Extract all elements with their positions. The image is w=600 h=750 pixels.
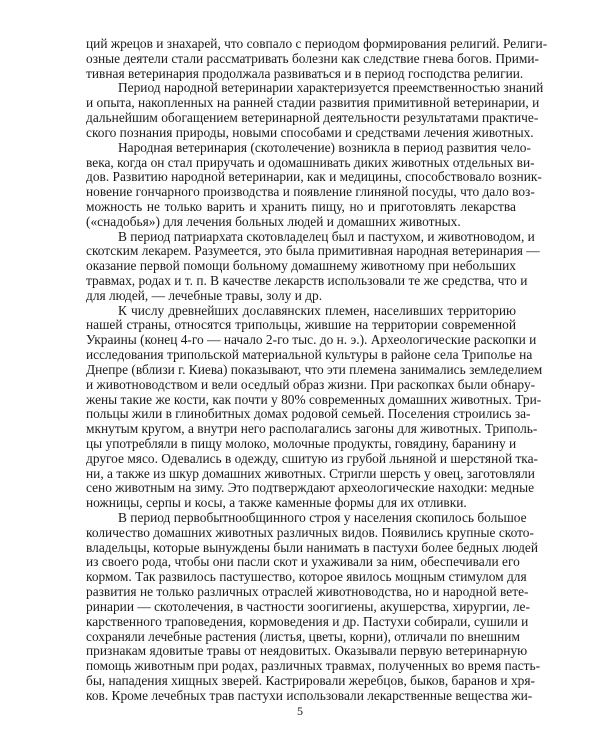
text-line: другое мясо. Одевались в одежду, сшитую из грубой льняной и шерстяной тка-: [86, 450, 539, 466]
paragraph: [86, 139, 542, 230]
text-line: («снадобья») для лечения больных людей и домашних животных.: [86, 213, 461, 229]
text-line: жены такие же кости, как почти у 80% современных домашних животных. Три-: [86, 391, 542, 407]
text-line: века, когда он стал приручать и одомашнивать диких животных отдельных ви-: [86, 154, 535, 170]
text-line: для людей, — лечебные травы, золу и др.: [86, 287, 323, 303]
paragraph: [86, 302, 543, 511]
text-line: владельцы, которые вынуждены были нанимать в пастухи более бедных людей: [86, 539, 539, 555]
text-line: помощь животным при родах, различных травмах, полученных во время пасть-: [86, 658, 541, 674]
text-line: можность не только варить и хранить пищу, но и приготовлять лекарства: [86, 198, 516, 214]
text-line: Период народной ветеринарии характеризуется преемственностью знаний: [118, 80, 544, 96]
text-line: из своего рода, чтобы они пасли скот и ухаживали за ним, обеспечивали его: [86, 554, 520, 570]
document-body: [86, 36, 548, 704]
text-line: Украины (конец 4-го — начало 2-го тыс. до н. э.). Археологические раскопки и: [86, 332, 537, 348]
text-line: ского познания природы, новыми способами и средствами лечения животных.: [86, 124, 534, 140]
text-line: дов. Развитию народной ветеринарии, как и медицины, способствовало возник-: [86, 169, 542, 185]
text-line: развития не только различных отраслей животноводства, но и народной вете-: [86, 584, 529, 600]
text-line: Днепре (вблизи г. Киева) показывают, что эти племена занимались земледелием: [86, 361, 543, 377]
text-line: новение гончарного производства и появление глиняной посуды, что дало воз-: [86, 184, 535, 200]
text-line: дальнейшим обогащением ветеринарной деятельности результатами практиче-: [86, 110, 539, 126]
text-line: В период патриархата скотовладелец был и пастухом, и животноводом, и: [118, 228, 535, 244]
text-line: ций жрецов и знахарей, что совпало с периодом формирования религий. Религи-: [86, 36, 548, 51]
text-line: количество домашних животных различных видов. Появились крупные ското-: [86, 524, 534, 540]
text-line: цы употребляли в пищу молоко, молочные продукты, говядину, баранину и: [86, 435, 517, 451]
paragraph: [86, 80, 544, 140]
text-line: скотским лекарем. Разумеется, это была примитивная народная ветеринария —: [86, 243, 540, 259]
text-line: бы, нападения хищных зверей. Кастрировали жеребцов, быков, баранов и хря-: [86, 672, 535, 688]
text-line: и животноводством и вели оседлый образ жизни. При раскопках были обнару-: [86, 376, 536, 392]
text-line: В период первобытнообщинного строя у населения скопилось большое: [118, 510, 527, 525]
text-line: К числу древнейших дославянских племен, населивших территорию: [118, 302, 516, 318]
text-line: озные деятели стали рассматривать болезни как следствие гнева богов. Прими-: [86, 50, 540, 66]
text-line: кормом. Так развилось пастушество, которое явилось мощным стимулом для: [86, 569, 527, 585]
text-line: карственного траповедения, кормоведения и др. Пастухи собирали, сушили и: [86, 613, 529, 629]
text-line: сохраняли лечебные растения (листья, цветы, корни), отличали по внешним: [86, 628, 520, 644]
text-line: ножницы, серпы и косы, а также каменные формы для их отливки.: [86, 495, 467, 511]
text-line: исследования трипольской материальной культуры в районе села Триполье на: [86, 347, 533, 363]
page-number: 5: [297, 704, 303, 718]
text-line: ни, а также из шкур домашних животных. Стригли шерсть у овец, заготовляли: [86, 465, 535, 481]
text-line: польцы жили в глинобитных домах родовой семьей. Поселения строились за-: [86, 406, 531, 422]
paragraph: [86, 36, 548, 81]
text-line: нашей страны, относятся трипольцы, жившие на территории современной: [86, 317, 516, 333]
text-line: ков. Кроме лечебных трав пастухи использовали лекарственные вещества жи-: [86, 687, 533, 703]
text-line: травмах, родах и т. п. В качестве лекарств использовали те же средства, что и: [86, 273, 528, 288]
paragraph: [86, 228, 540, 304]
text-line: тивная ветеринария продолжала развиваться и в период господства религии.: [86, 65, 524, 81]
text-line: мкнутым кругом, а внутри него располагались загоны для животных. Триполь-: [86, 421, 538, 437]
text-line: Народная ветеринария (скотолечение) возникла в период развития чело-: [118, 139, 531, 155]
text-line: и опыта, накопленных на ранней стадии развития примитивной ветеринарии, и: [86, 95, 540, 111]
text-line: ринарии — скотолечения, в частности зоогигиены, акушерства, хирургии, ле-: [86, 598, 530, 614]
paragraph: [86, 510, 541, 704]
text-line: сено животным на зиму. Это подтверждают археологические находки: медные: [86, 480, 535, 496]
text-line: признакам ядовитые травы от неядовитых. Оказывали первую ветеринарную: [86, 643, 528, 659]
text-line: оказание первой помощи больному домашнему животному при небольших: [86, 258, 516, 274]
